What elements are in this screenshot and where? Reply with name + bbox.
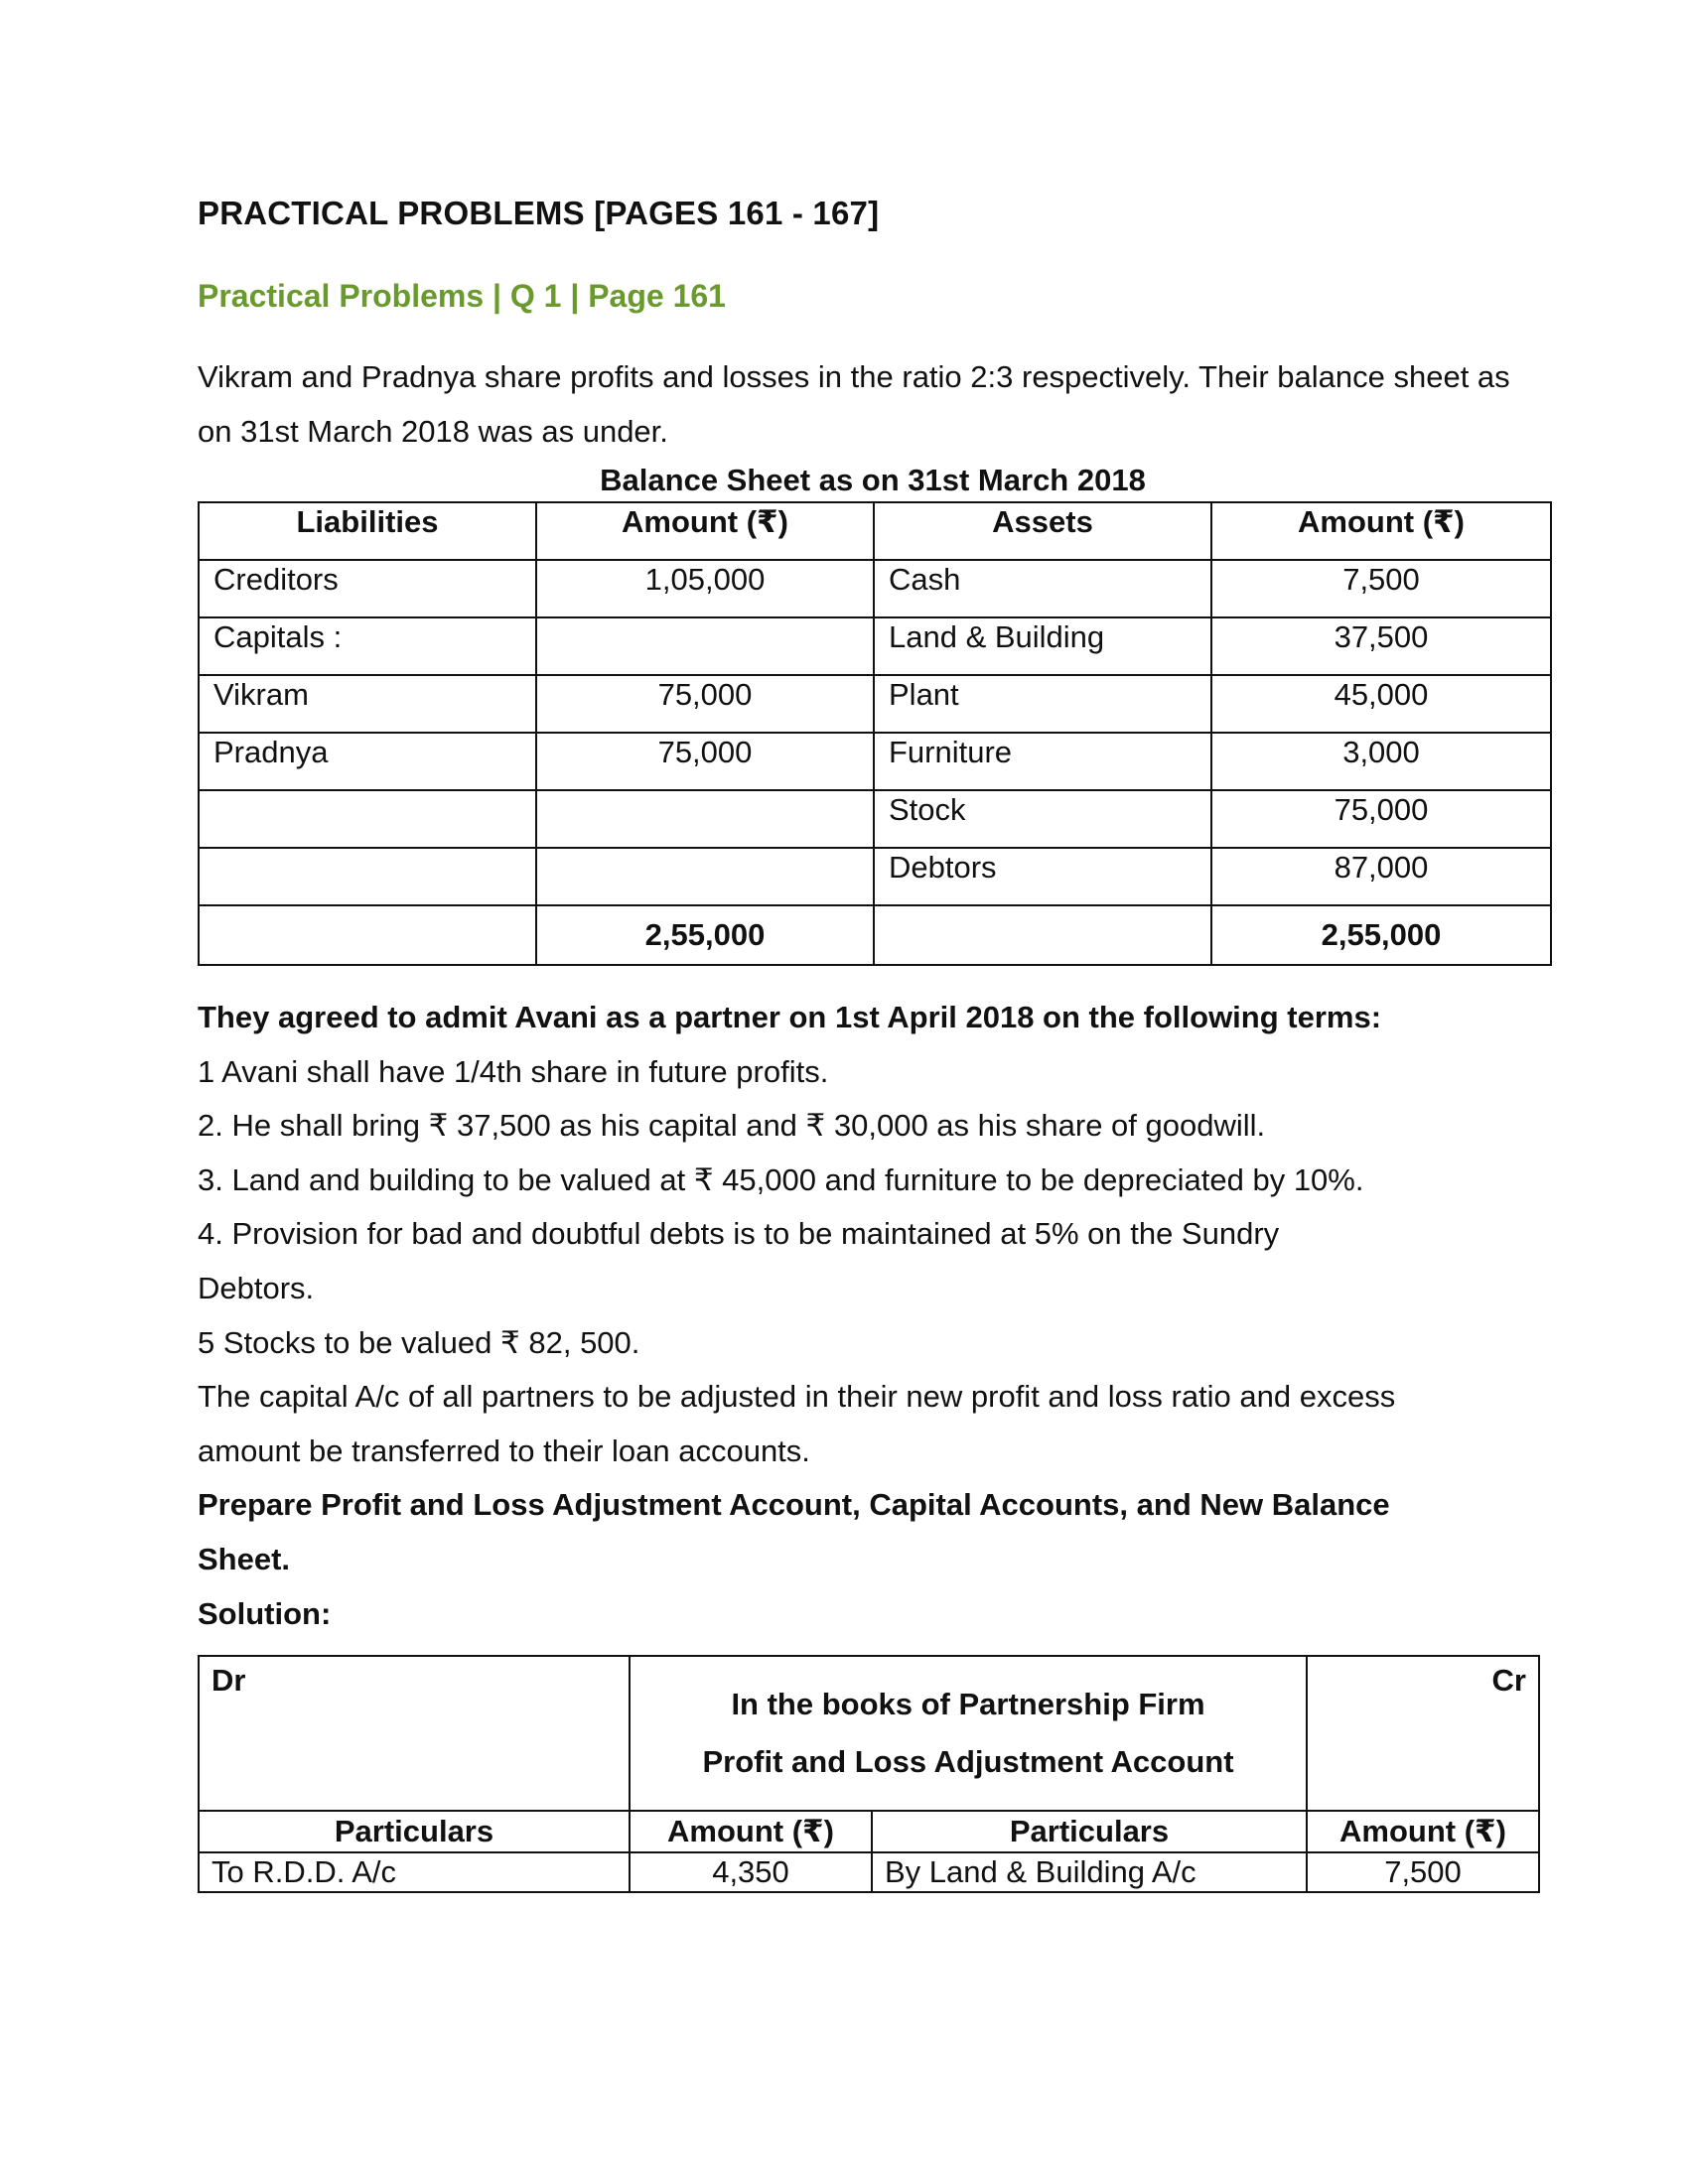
total-liabilities: 2,55,000 xyxy=(536,905,874,965)
balance-sheet-header-row xyxy=(199,502,1551,560)
problem-intro: Vikram and Pradnya share profits and losses in the ratio 2:3 respectively. Their balance sheet as on 31st March 2018 was as under. xyxy=(198,359,1510,449)
header-liabilities: Liabilities xyxy=(199,502,536,560)
term-item: 2. He shall bring ₹ 37,500 as his capital and ₹ 30,000 as his share of goodwill. xyxy=(198,1108,1266,1144)
header-amount-liabilities: Amount (₹) xyxy=(536,502,874,560)
asset-name: Plant xyxy=(874,675,1211,733)
instruction-line: Prepare Profit and Loss Adjustment Account, Capital Accounts, and New Balance xyxy=(198,1487,1390,1523)
liability-name: Pradnya xyxy=(199,733,536,790)
asset-name: Cash xyxy=(874,560,1211,617)
liability-name xyxy=(199,790,536,848)
pl-adjustment-table xyxy=(198,1655,1540,1893)
asset-amount: 45,000 xyxy=(1211,675,1551,733)
liability-amount: 75,000 xyxy=(536,675,874,733)
liability-name: Capitals : xyxy=(199,617,536,675)
header-amount-cr: Amount (₹) xyxy=(1307,1811,1539,1852)
balance-sheet-caption: Balance Sheet as on 31st March 2018 xyxy=(600,463,1146,497)
pl-header-row xyxy=(199,1811,1539,1852)
asset-amount: 7,500 xyxy=(1211,560,1551,617)
term-item: 5 Stocks to be valued ₹ 82, 500. xyxy=(198,1324,640,1360)
liability-amount xyxy=(536,848,874,905)
table-row xyxy=(199,1852,1539,1892)
liability-name: Creditors xyxy=(199,560,536,617)
section-heading: PRACTICAL PROBLEMS [PAGES 161 - 167] xyxy=(198,195,880,231)
asset-name: Furniture xyxy=(874,733,1211,790)
liability-name xyxy=(199,848,536,905)
asset-name: Debtors xyxy=(874,848,1211,905)
pl-title-line1: In the books of Partnership Firm xyxy=(731,1687,1205,1721)
pl-title-row xyxy=(199,1656,1539,1811)
liability-amount xyxy=(536,617,874,675)
asset-amount: 3,000 xyxy=(1211,733,1551,790)
dr-label: Dr xyxy=(199,1656,630,1811)
liability-name: Vikram xyxy=(199,675,536,733)
dr-amount: 4,350 xyxy=(630,1852,872,1892)
term-item: amount be transferred to their loan accounts. xyxy=(198,1433,810,1468)
liability-amount: 1,05,000 xyxy=(536,560,874,617)
balance-sheet-table xyxy=(198,501,1552,966)
total-asset-label xyxy=(874,905,1211,965)
total-liability-label xyxy=(199,905,536,965)
instruction-line: Sheet. xyxy=(198,1541,291,1576)
header-amount-assets: Amount (₹) xyxy=(1211,502,1551,560)
total-assets: 2,55,000 xyxy=(1211,905,1551,965)
table-row xyxy=(199,848,1551,905)
table-row xyxy=(199,733,1551,790)
asset-amount: 87,000 xyxy=(1211,848,1551,905)
header-assets: Assets xyxy=(874,502,1211,560)
table-row xyxy=(199,560,1551,617)
cr-amount: 7,500 xyxy=(1307,1852,1539,1892)
dr-particular: To R.D.D. A/c xyxy=(199,1852,630,1892)
header-particulars-dr: Particulars xyxy=(199,1811,630,1852)
term-item: The capital A/c of all partners to be adjusted in their new profit and loss ratio and excess xyxy=(198,1379,1396,1415)
asset-name: Land & Building xyxy=(874,617,1211,675)
liability-amount xyxy=(536,790,874,848)
table-row xyxy=(199,790,1551,848)
asset-amount: 37,500 xyxy=(1211,617,1551,675)
admission-terms xyxy=(198,991,1568,1641)
liability-amount: 75,000 xyxy=(536,733,874,790)
total-row xyxy=(199,905,1551,965)
header-amount-dr: Amount (₹) xyxy=(630,1811,872,1852)
asset-amount: 75,000 xyxy=(1211,790,1551,848)
term-item: 1 Avani shall have 1/4th share in future profits. xyxy=(198,1053,829,1089)
term-item: Debtors. xyxy=(198,1270,315,1305)
term-item: 3. Land and building to be valued at ₹ 45,000 and furniture to be depreciated by 10%. xyxy=(198,1161,1364,1197)
solution-label: Solution: xyxy=(198,1595,332,1631)
pl-title xyxy=(630,1656,1307,1811)
header-particulars-cr: Particulars xyxy=(872,1811,1307,1852)
problem-subheading: Practical Problems | Q 1 | Page 161 xyxy=(198,278,726,314)
terms-heading: They agreed to admit Avani as a partner on 1st April 2018 on the following terms: xyxy=(198,1000,1382,1034)
asset-name: Stock xyxy=(874,790,1211,848)
term-item: 4. Provision for bad and doubtful debts is to be maintained at 5% on the Sundry xyxy=(198,1216,1280,1252)
cr-particular: By Land & Building A/c xyxy=(872,1852,1307,1892)
table-row xyxy=(199,617,1551,675)
cr-label: Cr xyxy=(1307,1656,1539,1811)
table-row xyxy=(199,675,1551,733)
pl-title-line2: Profit and Loss Adjustment Account xyxy=(702,1744,1234,1779)
